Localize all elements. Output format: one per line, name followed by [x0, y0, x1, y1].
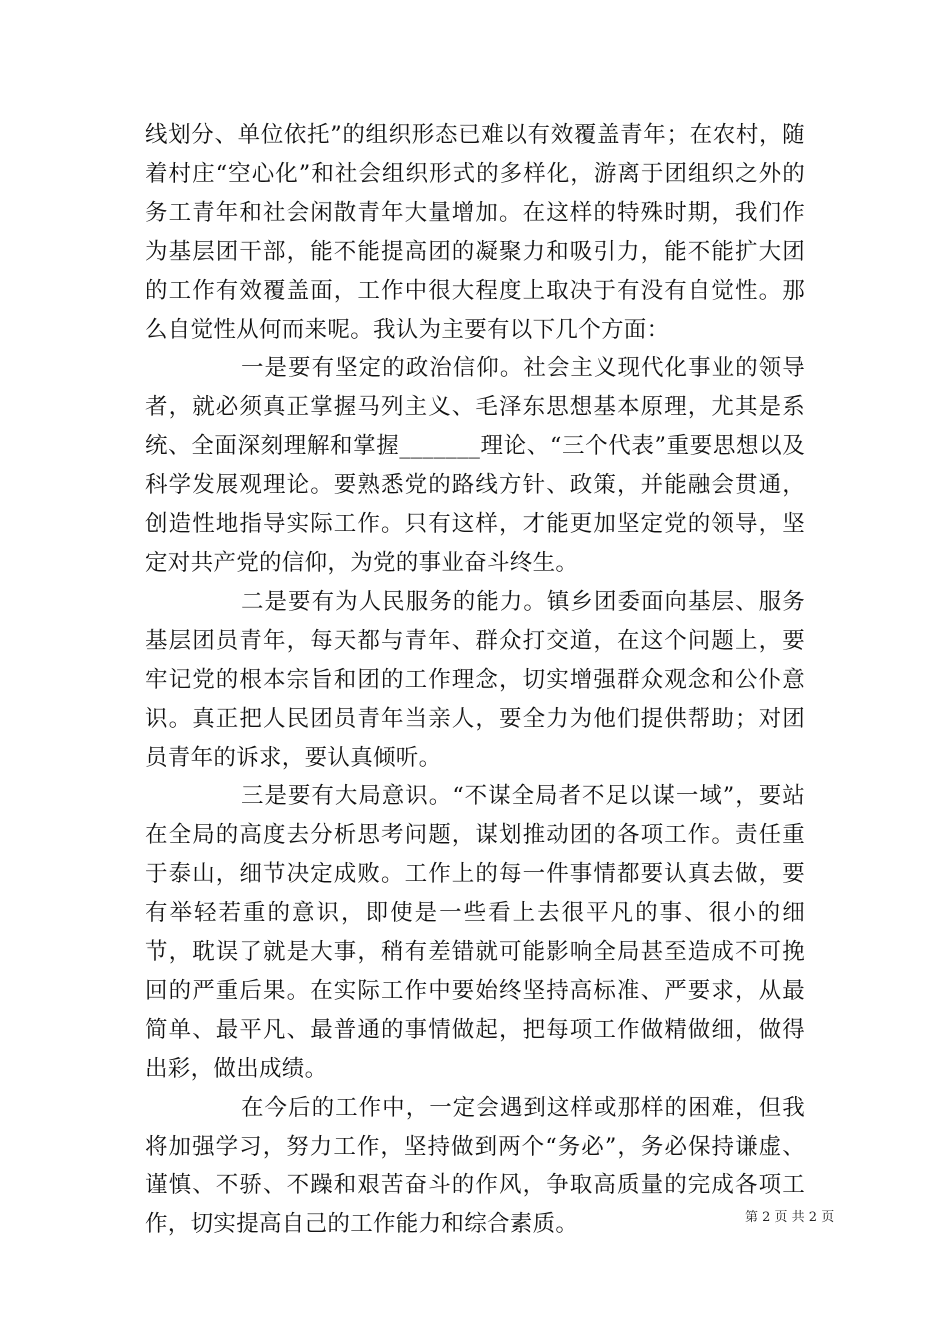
page-number-footer: 第 2 页 共 2 页: [745, 1210, 835, 1225]
paragraph-continuation: 线划分、单位依托”的组织形态已难以有效覆盖青年；在农村，随着村庄“空心化”和社会组织形式的多样化，游离于团组织之外的务工青年和社会闲散青年大量增加。在这样的特殊时期，我们作为基层团干部，能不能提高团的凝聚力和吸引力，能不能扩大团的工作有效覆盖面，工作中很大程度上取决于有没有自觉性。那么自觉性从何而来呢。我认为主要有以下几个方面：: [145, 122, 805, 343]
paragraph-overall-awareness: 三是要有大局意识。“不谋全局者不足以谋一域”，要站在全局的高度去分析思考问题，谋划推动团的各项工作。责任重于泰山，细节决定成败。工作上的每一件事情都要认真去做，要有举轻若重的意识，即使是一些看上去很平凡的事、很小的细节，耽误了就是大事，稍有差错就可能影响全局甚至造成不可挽回的严重后果。在实际工作中要始终坚持高标准、严要求，从最简单、最平凡、最普通的事情做起，把每项工作做精做细，做得出彩，做出成绩。: [145, 783, 805, 1082]
paragraph-serve-people: 二是要有为人民服务的能力。镇乡团委面向基层、服务基层团员青年，每天都与青年、群众打交道，在这个问题上，要牢记党的根本宗旨和团的工作理念，切实增强群众观念和公仆意识。真正把人民团员青年当亲人，要全力为他们提供帮助；对团员青年的诉求，要认真倾听。: [145, 588, 805, 771]
document-body: [145, 116, 805, 1244]
paragraph-closing: 在今后的工作中，一定会遇到这样或那样的困难，但我将加强学习，努力工作，坚持做到两个“务必”，务必保持谦虚、谨慎、不骄、不躁和艰苦奋斗的作风，争取高质量的完成各项工作，切实提高自己的工作能力和综合素质。: [145, 1094, 805, 1238]
paragraph-political-belief: 一是要有坚定的政治信仰。社会主义现代化事业的领导者，就必须真正掌握马列主义、毛泽东思想基本原理，尤其是系统、全面深刻理解和掌握_______理论、“三个代表”重要思想以及科学发展观理论。要熟悉党的路线方针、政策，并能融会贯通，创造性地指导实际工作。只有这样，才能更加坚定党的领导，坚定对共产党的信仰，为党的事业奋斗终生。: [145, 355, 805, 576]
